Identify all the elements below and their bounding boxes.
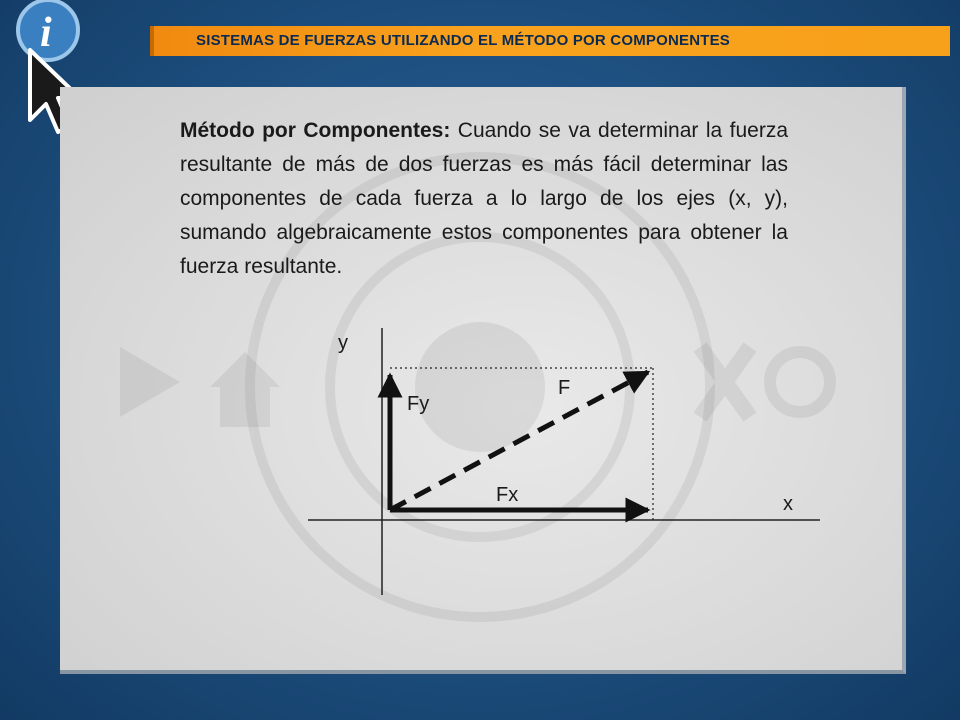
- page-title: SISTEMAS DE FUERZAS UTILIZANDO EL MÉTODO POR COMPONENTES: [196, 32, 731, 49]
- svg-text:i: i: [40, 10, 52, 56]
- y-axis-label: y: [338, 332, 348, 354]
- resultant-label: F: [558, 377, 571, 399]
- info-icon: [18, 0, 78, 60]
- content-panel: [60, 87, 906, 674]
- fy-label: Fy: [407, 393, 430, 415]
- force-components-diagram: [60, 87, 906, 674]
- method-term: Método por Componentes:: [180, 119, 451, 142]
- x-axis-label: x: [783, 493, 793, 515]
- title-bar: [150, 26, 950, 56]
- method-body: Cuando se va determinar la fuerza resultante de más de dos fuerzas es más fácil determinar las componentes de cada fuerza a lo largo de los ejes (x, y), sumando algebraicamente estos componentes para obtener la fuerza resultante.: [180, 119, 788, 278]
- fx-label: Fx: [496, 484, 519, 506]
